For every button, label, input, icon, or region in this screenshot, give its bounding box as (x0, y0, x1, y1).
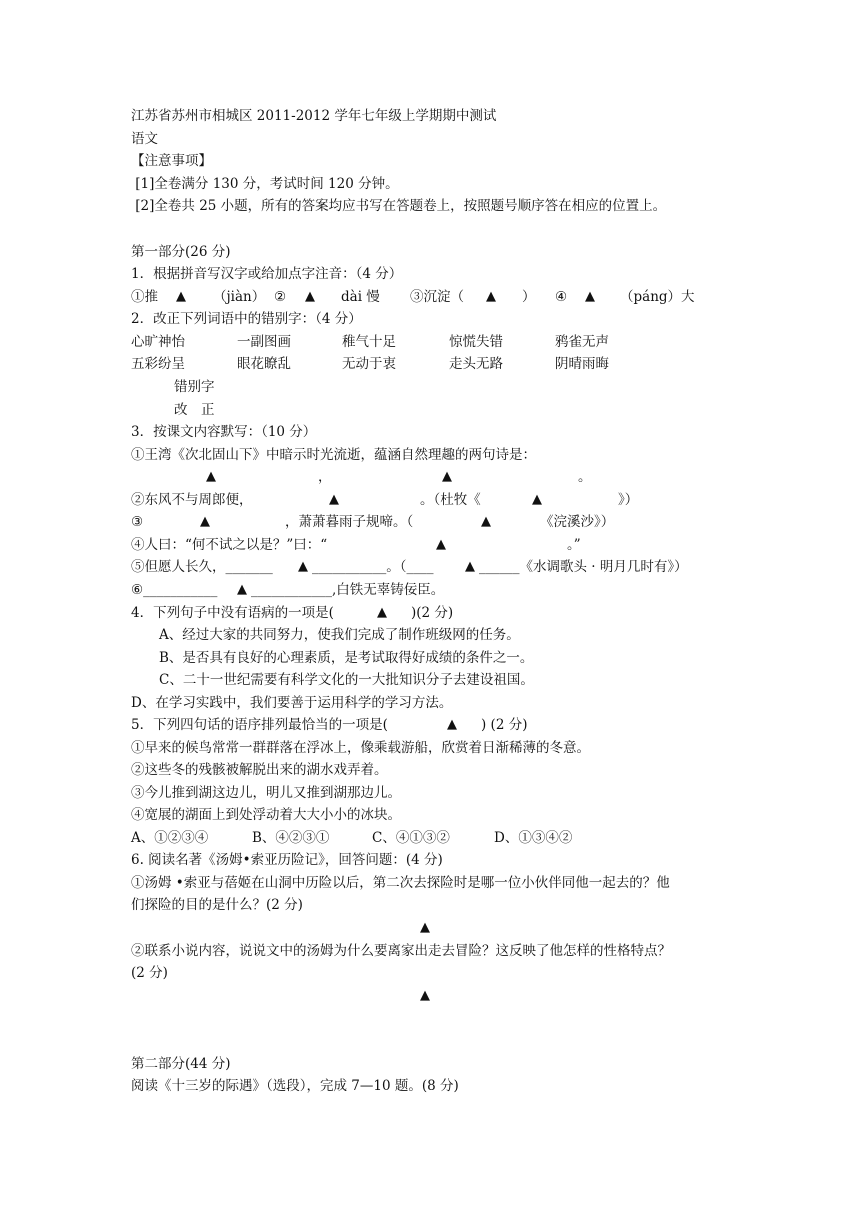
blank-marker: ▲ (481, 514, 491, 529)
q2-word: 心旷神怡 (131, 334, 185, 350)
blank-marker: ▲ (486, 289, 496, 304)
blank-marker: ▲ (442, 469, 452, 484)
blank-marker: ▲ (329, 492, 339, 507)
q5-sentence-4: ④宽展的湖面上到处浮动着大大小小的冰块。 (131, 807, 401, 823)
q3-line-5b: 。” (567, 537, 581, 553)
blank-marker: ▲ (200, 514, 210, 529)
q3-line-4b: ，萧萧暮雨子规啼。（ (285, 514, 414, 530)
blank-marker: ▲ (585, 289, 595, 304)
q5-sentence-3: ③今儿推到湖这边儿，明儿又推到湖那边儿。 (131, 785, 401, 801)
q2-word: 阴晴雨晦 (555, 356, 609, 372)
blank-marker: ▲ (176, 289, 186, 304)
q3-line-6c: ______《水调歌头 · 明月几时有》） (479, 559, 688, 575)
q4-option-b: B、是否具有良好的心理素质，是考试取得好成绩的条件之一。 (159, 650, 534, 666)
q3-comma: ， (318, 469, 332, 485)
q1-part-5: ③沉淀（ (410, 289, 464, 305)
blank-marker: ▲ (465, 559, 475, 574)
q1-part-7: ④ (555, 289, 568, 305)
q2-fix-label: 改 正 (174, 402, 215, 418)
q3-line-7b: ____________,白铁无辜铸佞臣。 (251, 582, 445, 598)
q1-part-3: ② (274, 289, 287, 305)
q3-line-4a: ③ (131, 514, 144, 530)
q3-stem: 3．按课文内容默写：（10 分） (131, 424, 317, 440)
q2-word: 惊慌失错 (449, 334, 503, 350)
part2-intro: 阅读《十三岁的际遇》（选段），完成 7—10 题。(8 分) (131, 1078, 459, 1094)
q5-sentence-2: ②这些冬的残骸被解脱出来的湖水戏弄着。 (131, 762, 388, 778)
q5-stem-a: 5．下列四句话的语序排列最恰当的一项是( (131, 717, 388, 733)
q4-stem-a: 4．下列句子中没有语病的一项是( (131, 605, 334, 621)
blank-marker: ▲ (377, 605, 387, 620)
q2-word: 鸦雀无声 (555, 334, 609, 350)
q2-word: 走头无路 (449, 356, 503, 372)
q3-period: 。 (578, 469, 592, 485)
q5-option: C、④①③② (372, 830, 450, 846)
q5-sentence-1: ①早来的候鸟常常一群群落在浮冰上，像乘载游船，欣赏着日渐稀薄的冬意。 (131, 740, 590, 756)
q3-line-6b: ___________。（____ (312, 559, 434, 575)
q2-word: 稚气十足 (342, 334, 396, 350)
q6-sub1-line1: ①汤姆 •索亚与蓓姬在山洞中历险以后，第二次去探险时是哪一位小伙伴同他一起去的？他 (131, 875, 670, 891)
q2-word: 一副图画 (237, 334, 291, 350)
q1-part-8: （páng）大 (620, 289, 695, 305)
q2-word: 无动于衷 (342, 356, 396, 372)
blank-marker: ▲ (305, 289, 315, 304)
q3-line-4c: 《浣溪沙》） (540, 514, 615, 530)
q2-word: 五彩纷呈 (131, 356, 185, 372)
q1-part-6: ） (522, 289, 536, 305)
q3-line-7a: ⑥___________ (131, 582, 218, 598)
q1-part-2: （jiàn） (213, 289, 266, 305)
q3-line-3b: 。（杜牧《 (420, 492, 481, 508)
q1-part-1: ①推 (131, 289, 158, 305)
q6-sub1-line2: 们探险的目的是什么？(2 分) (131, 897, 303, 913)
blank-marker: ▲ (420, 988, 430, 1003)
notice-item-2: [2]全卷共 25 小题，所有的答案均应书写在答题卷上，按照题号顺序答在相应的位置上。 (131, 198, 667, 214)
q4-stem-b: )(2 分) (411, 605, 454, 621)
blank-marker: ▲ (420, 920, 430, 935)
part2-heading: 第二部分(44 分) (131, 1056, 231, 1072)
q4-option-a: A、经过大家的共同努力，使我们完成了制作班级网的任务。 (159, 627, 520, 643)
q3-line-3a: ②东风不与周郎便， (131, 492, 253, 508)
doc-title: 江苏省苏州市相城区 2011-2012 学年七年级上学期期中测试 (131, 108, 497, 124)
q3-line-6a: ⑤但愿人长久，_______ (131, 559, 273, 575)
q2-word: 眼花瞭乱 (237, 356, 291, 372)
q1-part-4: dài 慢 (341, 289, 380, 305)
q3-line-5a: ④人曰：“何不试之以是？”曰：“ (131, 537, 328, 553)
q4-option-d: D、在学习实践中，我们要善于运用科学的学习方法。 (131, 695, 453, 711)
q5-option: B、④②③① (252, 830, 330, 846)
q2-wrong-label: 错别字 (174, 379, 215, 395)
blank-marker: ▲ (447, 717, 457, 732)
q3-line-3c: 》） (618, 492, 639, 508)
q2-stem: 2．改正下列词语中的错别字：（4 分） (131, 311, 362, 327)
blank-marker: ▲ (237, 582, 247, 597)
q5-stem-b: ) (2 分) (481, 717, 528, 733)
q1-stem: 1．根据拼音写汉字或给加点字注音：（4 分） (131, 266, 403, 282)
q3-line-1: ①王湾《次北固山下》中暗示时光流逝，蕴涵自然理趣的两句诗是： (131, 447, 536, 463)
q6-sub2-line1: ②联系小说内容，说说文中的汤姆为什么要离家出走去冒险？这反映了他怎样的性格特点？ (131, 943, 671, 959)
subject-label: 语文 (131, 131, 158, 147)
blank-marker: ▲ (532, 492, 542, 507)
notice-heading: 【注意事项】 (131, 153, 212, 169)
blank-marker: ▲ (206, 469, 216, 484)
q5-option: A、①②③④ (131, 830, 209, 846)
q6-stem: 6. 阅读名著《汤姆•索亚历险记》，回答问题：(4 分) (131, 852, 443, 868)
q6-sub2-line2: (2 分) (131, 965, 168, 981)
blank-marker: ▲ (436, 537, 446, 552)
q5-option: D、①③④② (494, 830, 573, 846)
blank-marker: ▲ (298, 559, 308, 574)
q4-option-c: C、二十一世纪需要有科学文化的一大批知识分子去建设祖国。 (159, 672, 534, 688)
part1-heading: 第一部分(26 分) (131, 244, 231, 260)
notice-item-1: [1]全卷满分 130 分，考试时间 120 分钟。 (131, 176, 399, 192)
